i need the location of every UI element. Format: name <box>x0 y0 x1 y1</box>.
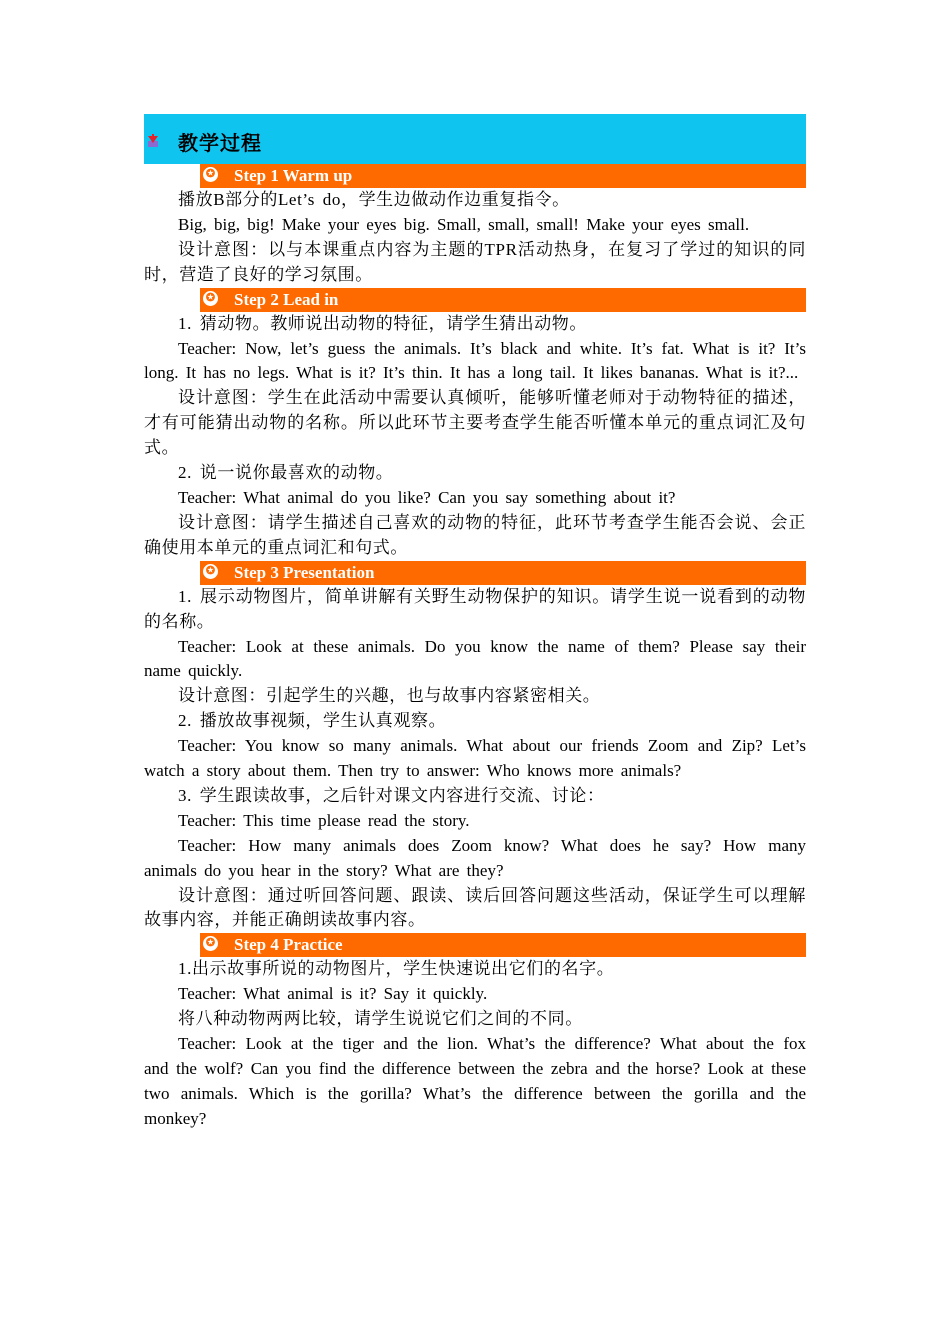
paragraph: Big, big, big! Make your eyes big. Small, small, small! Make your eyes small. <box>178 214 750 234</box>
section-title: 教学过程 <box>178 131 262 155</box>
step-header <box>200 288 806 312</box>
step-header <box>200 561 806 585</box>
section-header <box>144 114 806 164</box>
paragraph: 3. 学生跟读故事，之后针对课文内容进行交流、讨论： <box>178 785 605 805</box>
paragraph: 设计意图：请学生描述自己喜欢的动物的特征，此环节考查学生能否会说、会正确使用本单元的重点词汇和句式。 <box>144 512 806 557</box>
paragraph: 设计意图：引起学生的兴趣，也与故事内容紧密相关。 <box>178 686 601 706</box>
paragraph: Teacher: How many animals does Zoom know? What does he say? How many animals do you hear in the story? What are they? <box>144 835 806 880</box>
paragraph: 2. 播放故事视频，学生认真观察。 <box>178 711 447 731</box>
step-header <box>200 164 806 188</box>
step-title: Step 3 Presentation <box>234 562 375 582</box>
step-title: Step 1 Warm up <box>234 166 353 185</box>
steps-container <box>144 164 806 1132</box>
paragraph: 2. 说一说你最喜欢的动物。 <box>178 463 394 483</box>
paragraph: Teacher: Now, let’s guess the animals. It’s black and white. It’s fat. What is it? It’s long. It has no legs. What is it? It’s thin. It has a long tail. It likes bananas. What is it?... <box>144 338 806 383</box>
paragraph: 设计意图：通过听回答问题、跟读、读后回答问题这些活动，保证学生可以理解故事内容，并能正确朗读故事内容。 <box>144 885 806 930</box>
paragraph: 播放B部分的Let’s do，学生边做动作边重复指令。 <box>178 190 570 209</box>
paragraph: Teacher: What animal do you like? Can you say something about it? <box>178 487 676 507</box>
paragraph: Teacher: You know so many animals. What about our friends Zoom and Zip? Let’s watch a story about them. Then try to answer: Who knows more animals? <box>144 736 806 781</box>
arrow-down-icon <box>146 134 160 148</box>
step-title: Step 4 Practice <box>234 935 343 955</box>
step-title: Step 2 Lead in <box>234 289 339 309</box>
star-bullet-icon: ✪ <box>203 167 218 182</box>
step-header <box>200 933 806 957</box>
paragraph: 1. 展示动物图片，简单讲解有关野生动物保护的知识。请学生说一说看到的动物的名称。 <box>144 586 806 631</box>
paragraph: Teacher: This time please read the story. <box>178 810 470 830</box>
paragraph: 1.出示故事所说的动物图片，学生快速说出它们的名字。 <box>178 959 615 979</box>
paragraph: 设计意图：以与本课重点内容为主题的TPR活动热身，在复习了学过的知识的同时，营造了良好的学习氛围。 <box>144 239 806 284</box>
star-bullet-icon: ✪ <box>203 936 218 951</box>
star-bullet-icon: ✪ <box>203 564 218 579</box>
paragraph: Teacher: Look at the tiger and the lion. What’s the difference? What about the fox and the wolf? Can you find the difference between the zebra and the horse? Look at these two animals. Which is the gorilla? What’s the difference between the gorilla and the monkey? <box>144 1034 806 1128</box>
star-bullet-icon: ✪ <box>203 291 218 306</box>
paragraph: 1. 猜动物。教师说出动物的特征，请学生猜出动物。 <box>178 313 587 333</box>
document-page <box>144 114 806 1132</box>
paragraph: 设计意图：学生在此活动中需要认真倾听，能够听懂老师对于动物特征的描述，才有可能猜出动物的名称。所以此环节主要考查学生能否听懂本单元的重点词汇及句式。 <box>144 388 806 458</box>
paragraph: Teacher: What animal is it? Say it quickly. <box>178 984 488 1004</box>
paragraph: 将八种动物两两比较，请学生说说它们之间的不同。 <box>178 1009 583 1029</box>
paragraph: Teacher: Look at these animals. Do you know the name of them? Please say their name quickly. <box>144 636 806 681</box>
